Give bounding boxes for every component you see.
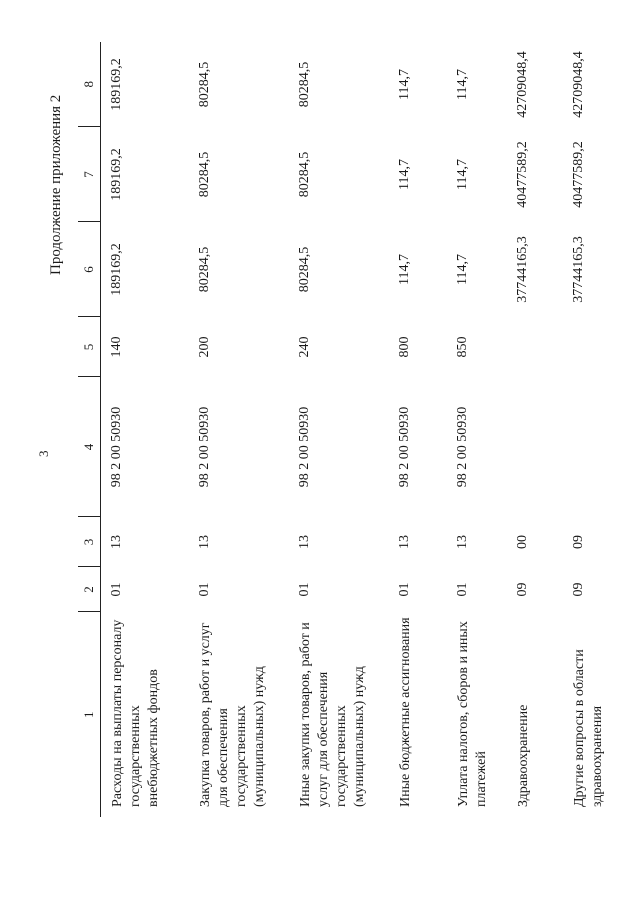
amount-col7: 80284,5 [197, 151, 212, 198]
amount-col6: 80284,5 [297, 246, 312, 293]
table-row [563, 42, 627, 817]
column-header: 5 [78, 317, 101, 377]
target-article-code: 98 2 00 50930 [455, 406, 470, 488]
amount-col8: 80284,5 [197, 61, 212, 108]
subsection-code: 13 [109, 535, 124, 549]
row-name: Закупка товаров, работ и услуг для обеспечения государственных (муниципальных) нужд [198, 622, 267, 807]
subsection-code: 13 [197, 535, 212, 549]
amount-col6: 114,7 [397, 254, 412, 285]
amount-col8: 114,7 [455, 69, 470, 100]
subsection-code: 13 [455, 535, 470, 549]
amount-col6: 189169,2 [109, 243, 124, 296]
amount-col7: 40477589,2 [515, 141, 530, 208]
column-header: 8 [78, 42, 101, 127]
expense-type-code: 200 [197, 336, 212, 358]
target-article-code: 98 2 00 50930 [109, 406, 124, 488]
row-name: Другие вопросы в области здравоохранения [572, 649, 605, 807]
section-code: 09 [515, 582, 530, 597]
target-article-code [563, 377, 627, 517]
section-code: 01 [455, 582, 470, 597]
column-header: 3 [78, 517, 101, 567]
table-row [507, 42, 563, 817]
amount-col8: 189169,2 [109, 58, 124, 111]
row-name: Расходы на выплаты персоналу государственных внебюджетных фондов [110, 619, 161, 807]
column-header: 1 [78, 612, 101, 817]
column-header: 2 [78, 567, 101, 612]
amount-col6: 37744165,3 [571, 236, 586, 303]
target-article-code [507, 377, 563, 517]
expense-type-code: 140 [109, 336, 124, 358]
expense-type-code: 850 [455, 336, 470, 358]
expense-type-code [507, 317, 563, 377]
row-name: Уплата налогов, сборов и иных платежей [456, 621, 489, 807]
subsection-code: 13 [297, 535, 312, 549]
amount-col7: 40477589,2 [571, 141, 586, 208]
table-row [447, 42, 507, 817]
amount-col7: 189169,2 [109, 148, 124, 201]
section-code: 01 [297, 582, 312, 597]
appendix-caption: Продолжение приложения 2 [48, 94, 64, 275]
amount-col7: 114,7 [397, 159, 412, 190]
target-article-code: 98 2 00 50930 [297, 406, 312, 488]
page-number: 3 [36, 450, 51, 457]
amount-col6: 80284,5 [197, 246, 212, 293]
table-row [389, 42, 447, 817]
table-row [289, 42, 389, 817]
amount-col7: 114,7 [455, 159, 470, 190]
table-row [189, 42, 289, 817]
expense-type-code [563, 317, 627, 377]
table-row [101, 42, 190, 817]
section-code: 09 [571, 582, 586, 597]
header-row [78, 42, 101, 817]
section-code: 01 [197, 582, 212, 597]
column-header: 4 [78, 377, 101, 517]
target-article-code: 98 2 00 50930 [397, 406, 412, 488]
amount-col8: 114,7 [397, 69, 412, 100]
expense-type-code: 800 [397, 336, 412, 358]
subsection-code: 00 [515, 535, 530, 549]
subsection-code: 13 [397, 535, 412, 549]
amount-col8: 42709048,4 [571, 51, 586, 118]
subsection-code: 09 [571, 535, 586, 549]
amount-col8: 80284,5 [297, 61, 312, 108]
expense-type-code: 240 [297, 336, 312, 358]
section-code: 01 [109, 582, 124, 597]
target-article-code: 98 2 00 50930 [197, 406, 212, 488]
section-code: 01 [397, 582, 412, 597]
row-name: Иные закупки товаров, работ и услуг для обеспечения государственных (муниципальных) нужд [298, 622, 367, 807]
amount-col6: 114,7 [455, 254, 470, 285]
amount-col7: 80284,5 [297, 151, 312, 198]
budget-table [78, 42, 627, 817]
row-name: Иные бюджетные ассигнования [398, 617, 413, 807]
column-header: 6 [78, 222, 101, 317]
column-header: 7 [78, 127, 101, 222]
amount-col8: 42709048,4 [515, 51, 530, 118]
amount-col6: 37744165,3 [515, 236, 530, 303]
row-name: Здравоохранение [516, 704, 531, 807]
